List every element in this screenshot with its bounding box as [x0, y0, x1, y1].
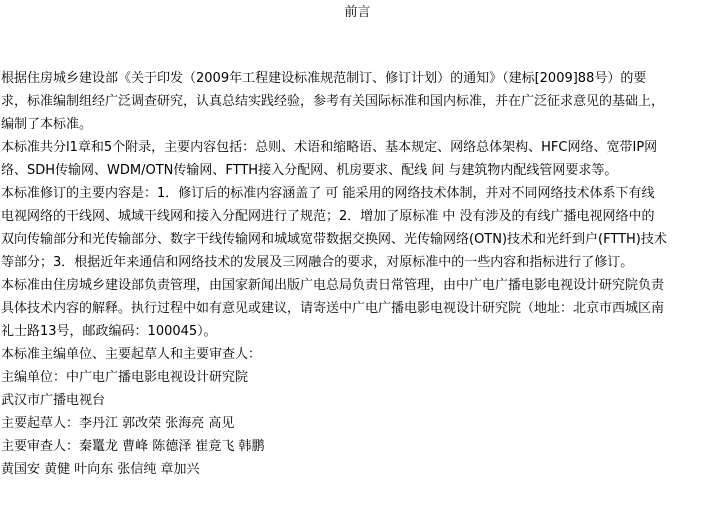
body-line: 编制了本标准。 [1, 117, 93, 132]
body-line: 双向传输部分和光传输部分、数字干线传输网和城域宽带数据交换网、光传输网络(OTN)技术和光纤到户(FTTH)技术 [1, 232, 667, 247]
body-line: 电视网络的干线网、城域干线网和接入分配网进行了规范；2．增加了原标准 中 没有涉及的有线广播电视网络中的 [1, 209, 655, 224]
body-line: 本标准主编单位、主要起草人和主要审查人： [1, 347, 262, 362]
body-line: 根据住房城乡建设部《关于印发（2009年工程建设标准规范制订、修订计划）的通知》（建标[2009]88号）的要 [1, 71, 647, 86]
body-line: 主要起草人：李丹江 郭改荣 张海亮 高见 [1, 416, 235, 431]
body-line: 本标准共分l1章和5个附录，主要内容包括：总则、术语和缩略语、基本规定、网络总体架构、HFC网络、宽带IP网 [1, 140, 658, 155]
document-title: 前言 [344, 5, 371, 20]
body-line: 黄国安 黄健 叶向东 张信纯 章加兴 [1, 462, 200, 477]
body-line: 礼士路13号，邮政编码：100045）。 [1, 324, 217, 339]
body-line: 具体技术内容的解释。执行过程中如有意见或建议，请寄送中广电广播电影电视设计研究院（地址：北京市西城区南 [1, 301, 665, 316]
body-line: 主要审查人：秦鼍龙 曹峰 陈德泽 崔竟飞 韩鹏 [1, 439, 265, 454]
body-line: 武汉市广播电视台 [1, 393, 106, 408]
document-body [1, 67, 714, 481]
body-line: 络、SDH传输网、WDM/OTN传输网、FTTH接入分配网、机房要求、配线 间 与建筑物内配线管网要求等。 [1, 163, 618, 178]
body-line: 主编单位：中广电广播电影电视设计研究院 [1, 370, 249, 385]
body-line: 本标准修订的主要内容是：1．修订后的标准内容涵盖了 可 能采用的网络技术体制，并对不同网络技术体系下有线 [1, 186, 655, 201]
body-line: 等部分；3．根据近年来通信和网络技术的发展及三网融合的要求，对原标准中的一些内容和指标进行了修订。 [1, 255, 634, 270]
body-line: 本标准由住房城乡建设部负责管理，由国家新闻出版广电总局负责日常管理，由中广电广播电影电视设计研究院负责 [1, 278, 665, 293]
body-line: 求，标准编制组经广泛调查研究，认真总结实践经验，参考有关国际标准和国内标准，并在广泛征求意见的基础上， [1, 94, 665, 109]
